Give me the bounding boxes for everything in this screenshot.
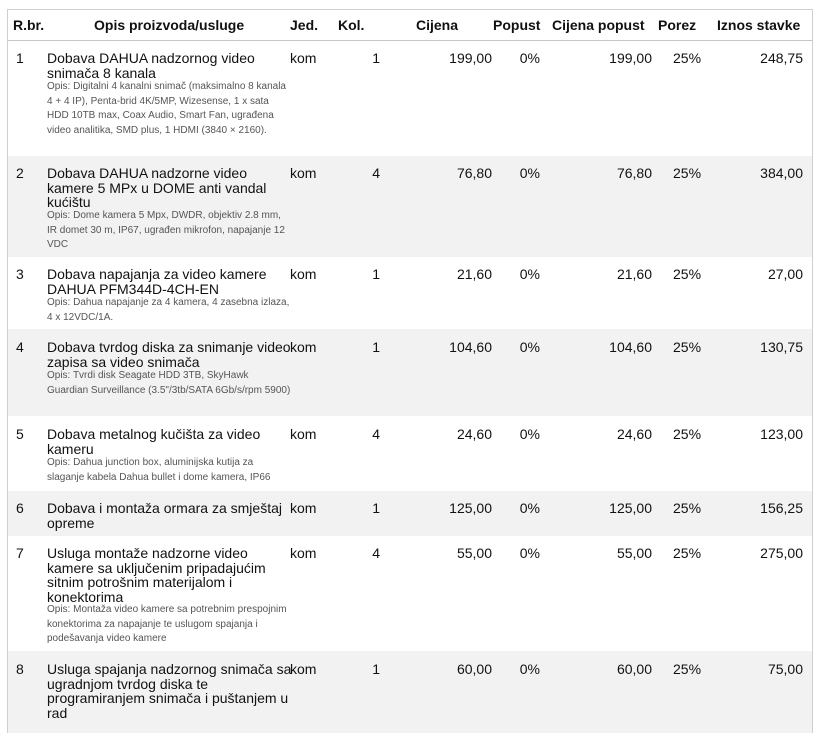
item-title: Dobava tvrdog diska za snimanje video zapisa sa video snimača [47,339,291,370]
quantity: 1 [372,266,380,282]
row-number: 3 [16,266,24,282]
discounted-price: 55,00 [616,545,652,561]
line-total: 27,00 [767,266,803,282]
discount: 0% [519,266,540,282]
tax: 25% [673,266,702,282]
item-title: Dobava napajanja za video kamere DAHUA PFM344D-4CH-EN [47,266,267,297]
price: 21,60 [456,266,492,282]
discounted-price: 60,00 [616,661,652,677]
discount: 0% [519,500,540,516]
discount: 0% [519,50,540,66]
item-title: Usluga spajanja nadzornog snimača sa ugradnjom tvrdog diska te programiranjem snimača i puštanjem u rad [47,661,292,721]
item-title: Usluga montaže nadzorne video kamere sa uključenim pripadajućim sitnim potrošnim materijalom i konektorima [47,545,266,605]
price: 55,00 [456,545,492,561]
tax: 25% [673,500,702,516]
item-title: Dobava DAHUA nadzorne video kamere 5 MPx u DOME anti vandal kućištu [47,165,267,210]
tax: 25% [673,661,702,677]
discounted-price: 76,80 [616,165,652,181]
discounted-price: 199,00 [609,50,652,66]
quantity: 4 [372,545,380,561]
item-title: Dobava i montaža ormara za smještaj opreme [47,500,282,531]
quantity: 1 [372,50,380,66]
table-header [8,10,812,41]
line-total: 275,00 [760,545,803,561]
table-row [8,536,812,651]
header-popust: Popust [493,17,541,33]
row-number: 7 [16,545,24,561]
tax: 25% [673,426,702,442]
discounted-price: 104,60 [609,339,652,355]
unit: kom [290,165,317,181]
header-rbr: R.br. [13,17,45,33]
line-total: 130,75 [760,339,803,355]
discounted-price: 125,00 [609,500,652,516]
tax: 25% [673,545,702,561]
header-opis: Opis proizvoda/usluge [94,17,245,33]
unit: kom [290,266,317,282]
line-total: 384,00 [760,165,803,181]
table-row [8,257,812,329]
row-number: 1 [16,50,24,66]
discount: 0% [519,426,540,442]
item-title: Dobava metalnog kučišta za video kameru [47,426,261,457]
row-number: 2 [16,165,24,181]
item-description: Opis: Dome kamera 5 Mpx, DWDR, objektiv 2.8 mm, IR domet 30 m, IP67, ugrađen mikrofon, napajanje 12 VDC [47,210,285,250]
price: 104,60 [449,339,492,355]
item-title: Dobava DAHUA nadzornog video snimača 8 kanala [47,50,255,81]
header-porez: Porez [658,17,697,33]
discount: 0% [519,339,540,355]
quantity: 1 [372,661,380,677]
header-cijena-popust: Cijena popust [552,17,645,33]
table-row [8,651,812,733]
discounted-price: 21,60 [616,266,652,282]
items-table [7,9,813,733]
row-number: 8 [16,661,24,677]
discount: 0% [519,661,540,677]
price: 125,00 [449,500,492,516]
row-number: 5 [16,426,24,442]
discounted-price: 24,60 [616,426,652,442]
unit: kom [290,545,317,561]
line-total: 75,00 [767,661,803,677]
item-description: Opis: Digitalni 4 kanalni snimač (maksimalno 8 kanala 4 + 4 IP), Penta-brid 4K/5MP, Wizesense, 1 x sata HDD 10TB max, Coax Audio, Smart Fan, ugrađena video analitika, SMD plus, 1 HDMI (3840 × 2160). [47,81,286,136]
tax: 25% [673,50,702,66]
row-number: 4 [16,339,24,355]
line-total: 123,00 [760,426,803,442]
price: 199,00 [449,50,492,66]
table-row [8,41,812,156]
discount: 0% [519,165,540,181]
table-row [8,329,812,416]
unit: kom [290,50,317,66]
unit: kom [290,339,317,355]
price: 24,60 [456,426,492,442]
discount: 0% [519,545,540,561]
table-row [8,156,812,257]
header-kol: Kol. [338,17,365,33]
unit: kom [290,426,317,442]
price: 60,00 [456,661,492,677]
header-cijena: Cijena [416,17,459,33]
price: 76,80 [456,165,492,181]
item-description: Opis: Dahua napajanje za 4 kamera, 4 zasebna izlaza, 4 x 12VDC/1A. [47,297,290,323]
quantity: 4 [372,165,380,181]
table-row [8,416,812,491]
row-number: 6 [16,500,24,516]
header-iznos: Iznos stavke [717,17,801,33]
item-description: Opis: Montaža video kamere sa potrebnim prespojnim konektorima za napajanje te uslugom spajanja i podešavanja video kamere [47,604,287,644]
item-description: Opis: Dahua junction box, aluminijska kutija za slaganje kabela Dahua bullet i dome kamera, IP66 [47,457,271,483]
quantity: 1 [372,500,380,516]
unit: kom [290,500,317,516]
unit: kom [290,661,317,677]
line-total: 156,25 [760,500,803,516]
header-jed: Jed. [290,17,319,33]
item-description: Opis: Tvrdi disk Seagate HDD 3TB, SkyHawk Guardian Surveillance (3.5"/3tb/SATA 6Gb/s/rpm 5900) [47,370,291,396]
tax: 25% [673,165,702,181]
table-row [8,491,812,536]
tax: 25% [673,339,702,355]
quantity: 1 [372,339,380,355]
line-total: 248,75 [760,50,803,66]
quantity: 4 [372,426,380,442]
